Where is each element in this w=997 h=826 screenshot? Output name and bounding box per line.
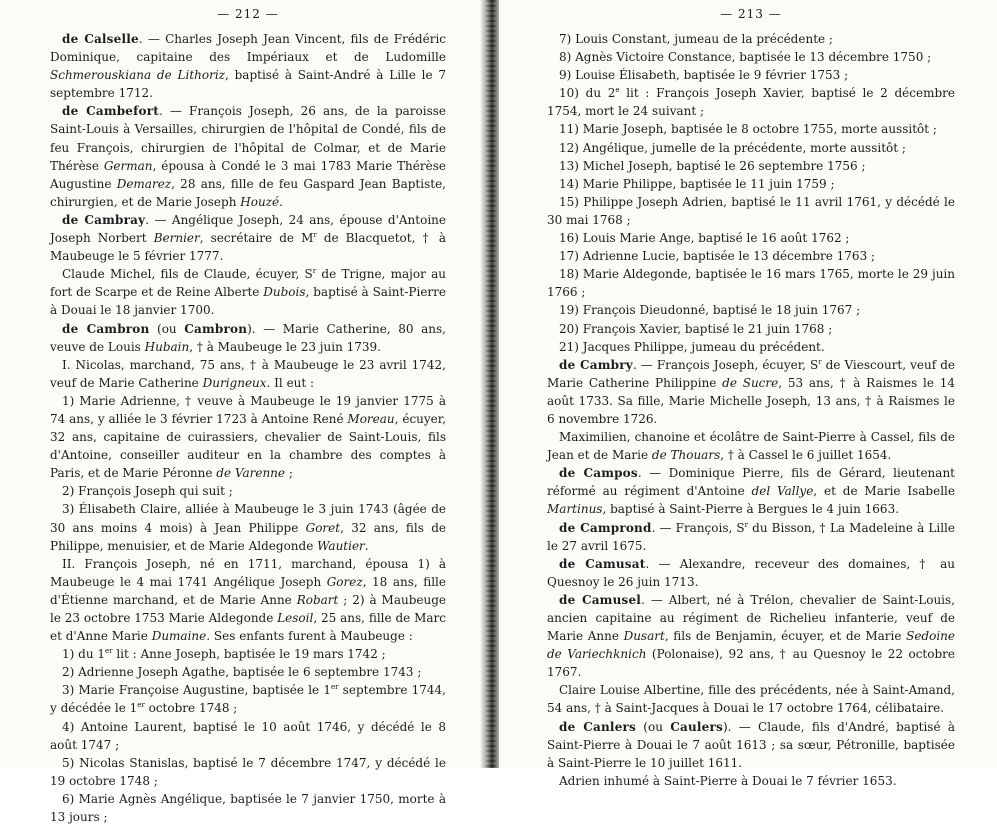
entry-text: , et de Marie Isabelle bbox=[813, 484, 955, 499]
entry-text: (ou bbox=[149, 321, 185, 336]
entry-text: . — François Joseph, écuyer, S bbox=[632, 357, 819, 372]
entry-paragraph bbox=[50, 30, 446, 102]
entry-italic-name: Moreau bbox=[347, 411, 395, 426]
entry-paragraph bbox=[547, 30, 955, 48]
entry-italic-name: de Varenne bbox=[216, 466, 286, 481]
entry-paragraph bbox=[547, 519, 955, 555]
entry-italic-name: Dubois bbox=[263, 285, 306, 300]
entry-heading: de Cambry bbox=[559, 357, 633, 372]
entry-italic-name: de Thouars bbox=[651, 448, 721, 463]
entry-text: ; 2) à Maubeuge le 23 octobre 1753 Marie Aldegonde bbox=[50, 592, 446, 625]
entry-heading-variant: Cambron bbox=[184, 321, 248, 336]
entry-text: , secrétaire de M bbox=[199, 231, 314, 246]
entry-italic-name: de Sucre bbox=[722, 375, 779, 390]
entry-text: . Il eut : bbox=[266, 375, 315, 390]
entry-italic-name: Sedoine de Variechknich bbox=[547, 629, 955, 662]
left-page-entries bbox=[50, 30, 446, 826]
entry-text: , 28 ans, fille de feu Gaspard Jean Baptiste, chirurgien, et de Marie Joseph bbox=[50, 176, 446, 209]
entry-text: 21) Jacques Philippe, jumeau du précédent. bbox=[559, 339, 825, 354]
entry-heading-variant: Caulers bbox=[670, 719, 723, 734]
entry-superscript: r bbox=[744, 520, 749, 529]
entry-text: . bbox=[279, 194, 283, 209]
entry-paragraph bbox=[547, 591, 955, 681]
entry-text: . — Angélique Joseph, 24 ans, épouse d'Antoine Joseph Norbert bbox=[50, 212, 446, 246]
entry-text: 3) Marie Françoise Augustine, baptisée le 1 bbox=[62, 683, 331, 698]
entry-italic-name: Goret bbox=[305, 520, 341, 535]
entry-text: , baptisé à Saint-André à Lille le 7 septembre 1712. bbox=[50, 68, 446, 101]
entry-italic-name: Dumaine bbox=[151, 629, 207, 644]
entry-superscript: er bbox=[137, 701, 145, 710]
entry-heading: de Camusat bbox=[559, 556, 646, 571]
entry-text: 19) François Dieudonné, baptisé le 18 juin 1767 ; bbox=[559, 303, 861, 318]
entry-paragraph bbox=[50, 211, 446, 265]
entry-text: 7) Louis Constant, jumeau de la précédente ; bbox=[559, 32, 833, 46]
entry-italic-name: del Vallye bbox=[751, 484, 814, 499]
entry-text: 17) Adrienne Lucie, baptisée le 13 décembre 1763 ; bbox=[559, 249, 876, 264]
entry-heading: de Calselle bbox=[62, 32, 139, 46]
entry-paragraph bbox=[50, 681, 446, 717]
entry-superscript: er bbox=[105, 647, 113, 656]
entry-text: 16) Louis Marie Ange, baptisé le 16 août 1762 ; bbox=[559, 231, 850, 246]
entry-paragraph bbox=[547, 681, 955, 717]
entry-paragraph bbox=[547, 66, 955, 84]
entry-paragraph bbox=[50, 790, 446, 826]
entry-heading: de Campos bbox=[559, 466, 638, 481]
entry-text: . — Charles Joseph Jean Vincent, fils de Frédéric Dominique, capitaine des Impériaux et de Ludomille bbox=[50, 32, 447, 65]
entry-italic-name: Durigneux bbox=[202, 375, 267, 390]
entry-superscript: r bbox=[312, 267, 317, 276]
right-page-entries bbox=[547, 30, 955, 790]
entry-text: 15) Philippe Joseph Adrien, baptisé le 11 avril 1761, y décédé le 30 mai 1768 ; bbox=[547, 194, 955, 227]
entry-text: , 18 ans, fille d'Étienne marchand, et de Marie Anne bbox=[50, 574, 446, 607]
entry-paragraph bbox=[50, 356, 446, 392]
right-page bbox=[499, 0, 997, 788]
entry-paragraph bbox=[547, 772, 955, 790]
entry-superscript: r bbox=[313, 231, 317, 240]
left-page-number: — 212 — bbox=[217, 7, 279, 21]
entry-text: , fils de Benjamin, écuyer, et de Marie bbox=[664, 629, 907, 644]
entry-text: , † à Cassel le 6 juillet 1654. bbox=[720, 448, 892, 463]
entry-superscript: r bbox=[818, 357, 822, 366]
entry-text: 2) François Joseph qui suit ; bbox=[62, 484, 233, 499]
entry-text: , 25 ans, fille de Marc et d'Anne Marie bbox=[50, 611, 447, 644]
entry-paragraph bbox=[50, 102, 446, 211]
entry-text: II. François Joseph, né en 1711, marchand, épousa 1) à Maubeuge le 4 mai 1741 Angélique Joseph bbox=[50, 556, 446, 589]
entry-text: , 32 ans, fils de Philippe, menuisier, et de Marie Aldegonde bbox=[50, 520, 446, 553]
entry-text: 9) Louise Élisabeth, baptisée le 9 février 1753 ; bbox=[559, 68, 849, 83]
entry-text: ). — Claude, fils d'André, baptisé à Saint-Pierre à Douai le 7 août 1613 ; sa sœur, Pétronille, baptisée à Saint-Pierre le 10 juillet 1611. bbox=[547, 719, 956, 770]
entry-text: ). — Marie Catherine, 80 ans, veuve de Louis bbox=[50, 321, 446, 354]
entry-text: , baptisé à Saint-Pierre à Douai le 18 janvier 1700. bbox=[50, 285, 446, 318]
entry-italic-name: Bernier bbox=[153, 231, 200, 246]
entry-text: 2) Adrienne Joseph Agathe, baptisée le 6 septembre 1743 ; bbox=[62, 665, 422, 680]
entry-text: 6) Marie Agnès Angélique, baptisée le 7 janvier 1750, morte à 13 jours ; bbox=[50, 791, 446, 825]
entry-text: ; bbox=[285, 466, 293, 481]
entry-heading: de Camprond bbox=[559, 520, 652, 535]
gutter-shadow bbox=[486, 0, 496, 768]
entry-text: 4) Antoine Laurent, baptisé le 10 août 1746, y décédé le 8 août 1747 ; bbox=[50, 719, 446, 752]
entry-paragraph bbox=[547, 301, 955, 319]
entry-text: 18) Marie Aldegonde, baptisée le 16 mars 1765, morte le 29 juin 1766 ; bbox=[547, 267, 955, 300]
left-page bbox=[0, 0, 486, 825]
entry-superscript: er bbox=[330, 683, 339, 692]
entry-paragraph bbox=[50, 645, 446, 663]
entry-paragraph bbox=[547, 718, 955, 772]
entry-text: Claire Louise Albertine, fille des précédents, née à Saint-Amand, 54 ans, † à Saint-Jacques à Douai le 17 octobre 1764, célibataire. bbox=[547, 683, 955, 716]
entry-paragraph bbox=[547, 139, 955, 157]
entry-paragraph bbox=[547, 157, 955, 175]
entry-text: . Ses enfants furent à Maubeuge : bbox=[206, 629, 413, 644]
entry-paragraph bbox=[50, 500, 446, 554]
entry-text: Claude Michel, fils de Claude, écuyer, S bbox=[62, 267, 313, 282]
entry-italic-name: Martinus bbox=[547, 502, 603, 517]
entry-paragraph bbox=[547, 120, 955, 138]
entry-paragraph bbox=[547, 428, 955, 464]
entry-text: Adrien inhumé à Saint-Pierre à Douai le 7 février 1653. bbox=[559, 773, 897, 788]
entry-paragraph bbox=[50, 265, 446, 319]
entry-text: . bbox=[364, 538, 369, 553]
entry-paragraph bbox=[547, 229, 955, 247]
entry-italic-name: Gorez bbox=[326, 574, 363, 589]
entry-text: . — Albert, né à Trélon, chevalier de Saint-Louis, ancien capitaine au régiment de Richelieu infanterie, veuf de Marie Anne bbox=[547, 592, 955, 644]
entry-text: 10) du 2 bbox=[559, 86, 616, 101]
entry-text: Maximilien, chanoine et écolâtre de Saint-Pierre à Cassel, fils de Jean et de Marie bbox=[547, 430, 955, 463]
entry-text: de Viescourt, veuf de Marie Catherine Philippine bbox=[547, 357, 955, 390]
entry-italic-name: Lesoil bbox=[277, 611, 314, 625]
entry-heading: de Cambron bbox=[62, 321, 150, 336]
entry-text: . — François, S bbox=[651, 520, 745, 535]
entry-paragraph bbox=[50, 718, 446, 754]
entry-heading: de Canlers bbox=[559, 719, 637, 734]
entry-paragraph bbox=[50, 555, 446, 645]
entry-paragraph bbox=[547, 464, 955, 518]
entry-text: I. Nicolas, marchand, 75 ans, † à Maubeuge le 23 avril 1742, veuf de Marie Catherine bbox=[50, 357, 446, 390]
entry-paragraph bbox=[547, 338, 955, 356]
entry-superscript: e bbox=[615, 86, 620, 95]
entry-text: . — François Joseph, 26 ans, de la paroisse Saint-Louis à Versailles, chirurgien de l'hôpital de Condé, fils de feu François, chirurgien de l'hôpital de Colmar, et de Marie Thérèse bbox=[50, 104, 446, 173]
entry-paragraph bbox=[547, 555, 955, 591]
entry-heading: de Cambefort bbox=[62, 104, 159, 119]
entry-text: 12) Angélique, jumelle de la précédente, morte aussitôt ; bbox=[559, 140, 906, 155]
entry-text: de Trigne, major au fort de Scarpe et de Reine Alberte bbox=[50, 267, 446, 300]
entry-text: , † à Maubeuge le 23 juin 1739. bbox=[189, 339, 381, 354]
entry-italic-name: Schmerouskiana de Lithoriz bbox=[50, 68, 225, 83]
entry-italic-name: Robart bbox=[296, 592, 339, 607]
entry-text: 1) Marie Adrienne, † veuve à Maubeuge le 19 janvier 1775 à 74 ans, y alliée le 3 février 1723 à Antoine René bbox=[50, 393, 446, 426]
right-page-number: — 213 — bbox=[720, 7, 782, 21]
entry-paragraph bbox=[547, 320, 955, 338]
entry-text: 20) François Xavier, baptisé le 21 juin 1768 ; bbox=[559, 321, 833, 336]
entry-text: 14) Marie Philippe, baptisée le 11 juin 1759 ; bbox=[559, 176, 835, 191]
entry-paragraph bbox=[50, 320, 446, 356]
entry-text: 5) Nicolas Stanislas, baptisé le 7 décembre 1747, y décédé le 19 octobre 1748 ; bbox=[50, 755, 446, 788]
entry-paragraph bbox=[50, 754, 446, 790]
entry-text: 11) Marie Joseph, baptisée le 8 octobre 1755, morte aussitôt ; bbox=[559, 122, 937, 137]
entry-text: , épousa à Condé le 3 mai 1783 Marie Thérèse Augustine bbox=[50, 158, 446, 191]
entry-text: . — Dominique Pierre, fils de Gérard, lieutenant réformé au régiment d'Antoine bbox=[547, 466, 955, 499]
entry-italic-name: German bbox=[103, 158, 153, 173]
entry-text: 13) Michel Joseph, baptisé le 26 septembre 1756 ; bbox=[559, 158, 866, 173]
entry-heading: de Cambray bbox=[62, 212, 146, 227]
entry-text: (ou bbox=[636, 719, 671, 734]
entry-paragraph bbox=[547, 193, 955, 229]
entry-text: lit : François Joseph Xavier, baptisé le 2 décembre 1754, mort le 24 suivant ; bbox=[547, 86, 955, 119]
entry-italic-name: Hubain bbox=[144, 339, 190, 354]
entry-paragraph bbox=[547, 84, 955, 120]
entry-text: , écuyer, 32 ans, capitaine de cuirassiers, chevalier de Saint-Louis, fils d'Antoine, conseiller auditeur en la chambre des comptes à Paris, et de Marie Péronne bbox=[50, 411, 447, 481]
entry-text: 8) Agnès Victoire Constance, baptisée le 13 décembre 1750 ; bbox=[559, 50, 932, 65]
entry-paragraph bbox=[50, 392, 446, 482]
entry-text: 1) du 1 bbox=[62, 647, 105, 662]
entry-italic-name: Demarez bbox=[116, 176, 172, 191]
entry-text: septembre 1744, y décédée le 1 bbox=[50, 683, 446, 716]
entry-text: de Blacquetot, † à Maubeuge le 5 février 1777. bbox=[50, 231, 447, 264]
entry-text: lit : Anne Joseph, baptisée le 19 mars 1742 ; bbox=[112, 647, 386, 662]
entry-paragraph bbox=[50, 482, 446, 500]
entry-text: 3) Élisabeth Claire, alliée à Maubeuge le 3 juin 1743 (âgée de 30 ans moins 4 mois) à Jean Philippe bbox=[50, 502, 446, 535]
entry-italic-name: Dusart bbox=[623, 629, 665, 644]
entry-text: octobre 1748 ; bbox=[144, 701, 238, 716]
entry-text: (Polonaise), 92 ans, † au Quesnoy le 22 octobre 1767. bbox=[547, 647, 955, 680]
entry-text: , baptisé à Saint-Pierre à Bergues le 4 juin 1663. bbox=[602, 502, 900, 517]
entry-heading: de Camusel bbox=[559, 592, 642, 607]
entry-text: . — Alexandre, receveur des domaines, † au Quesnoy le 26 juin 1713. bbox=[547, 556, 955, 589]
entry-italic-name: Wautier bbox=[317, 538, 365, 553]
entry-text: , 53 ans, † à Raismes le 14 août 1733. Sa fille, Marie Michelle Joseph, 13 ans, † à Raismes le 6 novembre 1726. bbox=[547, 375, 955, 426]
entry-italic-name: Houzé bbox=[240, 194, 280, 209]
entry-paragraph bbox=[50, 663, 446, 681]
entry-text: du Bisson, † La Madeleine à Lille le 27 avril 1675. bbox=[547, 520, 955, 553]
entry-paragraph bbox=[547, 48, 955, 66]
entry-paragraph bbox=[547, 247, 955, 265]
entry-paragraph bbox=[547, 175, 955, 193]
entry-paragraph bbox=[547, 265, 955, 301]
entry-paragraph bbox=[547, 356, 955, 428]
